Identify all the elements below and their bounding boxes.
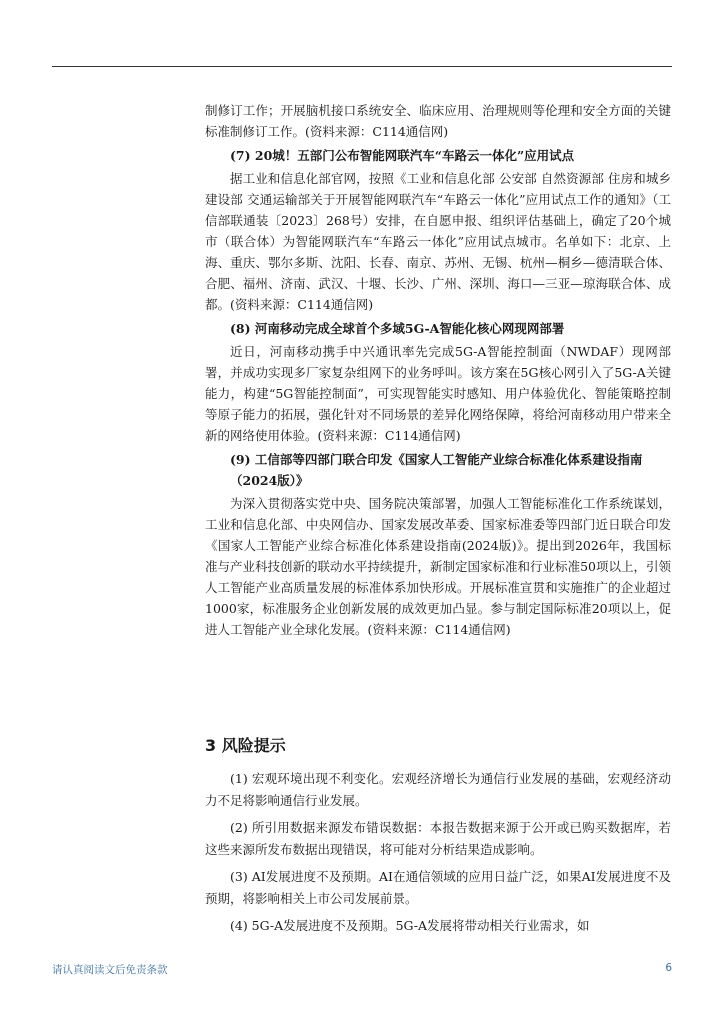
- news-item-7-body: 据工业和信息化部官网，按照《工业和信息化部 公安部 自然资源部 住房和城乡建设部 交通运输部关于开展智能网联汽车“车路云一体化”应用试点工作的通知》（工信部联通装〔2023〕268号）安排，在自愿申报、组织评估基础上，确定了20个城市（联合体）为智能网联汽车“车路云一体化”应用试点城市。名单如下：北京、上海、重庆、鄂尔多斯、沈阳、长春、南京、苏州、无锡、杭州—桐乡—德清联合体、合肥、福州、济南、武汉、十堰、长沙、广州、深圳、海口—三亚—琼海联合体、成都。(资料来源：C114通信网): [205, 171, 671, 312]
- risk-item: (1) 宏观环境出现不利变化。宏观经济增长为通信行业发展的基础，宏观经济动力不足将影响通信行业发展。: [205, 771, 671, 808]
- footer-disclaimer-link[interactable]: 请认真阅读文后免责条款: [52, 964, 168, 976]
- risk-heading: 3 风险提示: [205, 736, 286, 755]
- page-number: 6: [665, 962, 672, 974]
- news-item-8-body: 近日，河南移动携手中兴通讯率先完成5G-A智能控制面（NWDAF）现网部署，并成功实现多厂家复杂组网下的业务呼叫。该方案在5G核心网引入了5G-A关键能力，构建“5G智能控制面”，可实现智能实时感知、用户体验优化、智能策略控制等原子能力的拓展，强化针对不同场景的差异化网络保障，将给河南移动用户带来全新的网络使用体验。(资料来源：C114通信网): [205, 344, 671, 443]
- risk-item: (4) 5G-A发展进度不及预期。5G-A发展将带动相关行业需求，如: [230, 918, 590, 933]
- news-item-9-body: 为深入贯彻落实党中央、国务院决策部署，加强人工智能标准化工作系统谋划，工业和信息化部、中央网信办、国家发展改革委、国家标准委等四部门近日联合印发《国家人工智能产业综合标准化体系建设指南(2024版)》。提出到2026年，我国标准与产业科技创新的联动水平持续提升，新制定国家标准和行业标准50项以上，引领人工智能产业高质量发展的标准体系加快形成。开展标准宣贯和实施推广的企业超过1000家，标准服务企业创新发展的成效更加凸显。参与制定国际标准20项以上，促进人工智能产业全球化发展。(资料来源：C114通信网): [205, 496, 671, 637]
- news-item-8-title: (8) 河南移动完成全球首个多域5G-A智能化核心网现网部署: [230, 321, 565, 336]
- news-item-7-title: (7) 20城！五部门公布智能网联汽车“车路云一体化”应用试点: [230, 148, 575, 163]
- continuation-paragraph: 制修订工作；开展脑机接口系统安全、临床应用、治理规则等伦理和安全方面的关键标准制修订工作。(资料来源：C114通信网): [205, 103, 671, 139]
- risk-item: (2) 所引用数据来源发布错误数据：本报告数据来源于公开或已购买数据库，若这些来源所发布数据出现错误，将可能对分析结果造成影响。: [205, 820, 671, 857]
- news-item-9-title: (9) 工信部等四部门联合印发《国家人工智能产业综合标准化体系建设指南（2024版）》: [230, 452, 643, 488]
- news-section: [205, 100, 671, 640]
- risk-item: (3) AI发展进度不及预期。AI在通信领域的应用日益广泛，如果AI发展进度不及预期，将影响相关上市公司发展前景。: [205, 869, 671, 906]
- risk-section: [205, 768, 671, 942]
- header-rule: [52, 66, 672, 67]
